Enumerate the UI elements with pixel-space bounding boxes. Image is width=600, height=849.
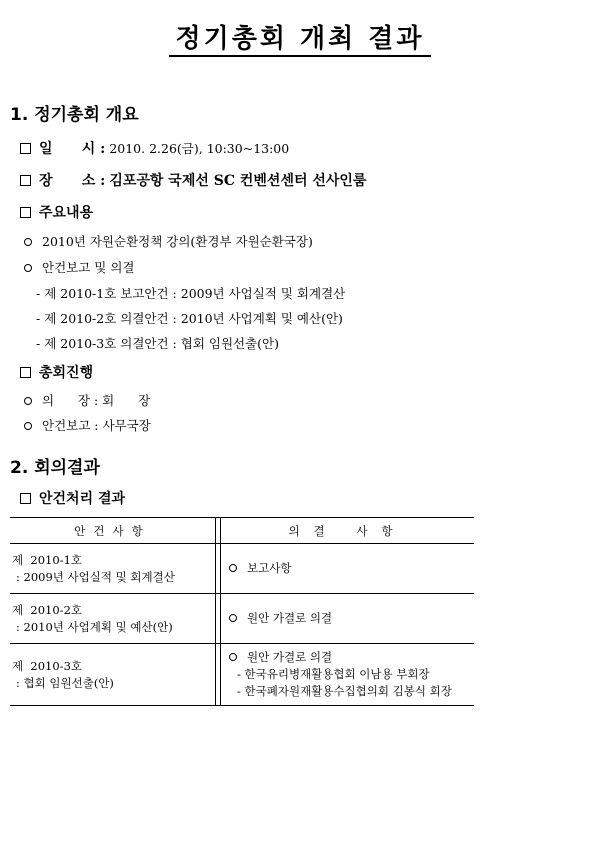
table-row [10,544,474,594]
date-value: 2010. 2.26(금), 10:30~13:00 [109,141,290,156]
place-row [20,170,366,190]
table-row [10,644,474,706]
date-row [20,138,289,158]
square-bullet-icon [20,367,31,378]
circle-bullet-icon [24,422,32,430]
circle-bullet-icon [24,238,32,246]
square-bullet-icon [20,143,31,154]
table-header-row [10,518,474,544]
agenda-result-label: 안건처리 결과 [39,491,126,507]
agenda-item: - 제 2010-3호 의결안건 : 협회 임원선출(안) [36,336,279,351]
main-content-label: 주요내용 [39,205,94,221]
document-title: 정기총회 개최 결과 [0,18,600,55]
decision-cell: 원안 가결로 의결 - 한국유리병재활용협회 이남용 부회장 - 한국폐자원재활용수집협의회 김봉식 회장 [221,644,475,706]
agenda-cell: 제 2010-2호 : 2010년 사업계획 및 예산(안) [10,594,216,644]
agenda-item: - 제 2010-1호 보고안건 : 2009년 사업실적 및 회계결산 [36,286,346,301]
agenda-cell: 제 2010-1호 : 2009년 사업실적 및 회계결산 [10,544,216,594]
header-decision: 의결 사항 [221,518,475,544]
square-bullet-icon [20,175,31,186]
section1-heading: 1. 정기총회 개요 [10,105,139,125]
list-item: 의 장 : 회 장 [24,391,150,409]
agenda-result-label-row [20,488,125,508]
header-agenda: 안건사항 [10,518,216,544]
progress-label-row [20,362,93,382]
table-row [10,594,474,644]
section2-heading: 2. 회의결과 [10,458,100,478]
place-label: 장 소 : [39,173,106,189]
results-table [10,517,474,706]
agenda-item: - 제 2010-2호 의결안건 : 2010년 사업계획 및 예산(안) [36,311,343,326]
decision-cell: 원안 가결로 의결 [221,594,475,644]
circle-bullet-icon [229,564,237,572]
list-item: 2010년 자원순환정책 강의(환경부 자원순환국장) [24,232,313,250]
circle-bullet-icon [24,397,32,405]
square-bullet-icon [20,493,31,504]
list-item: 안건보고 : 사무국장 [24,416,151,434]
decision-sub-item: - 한국유리병재활용협회 이남용 부회장 [237,667,430,681]
list-item: 안건보고 및 의결 [24,258,134,276]
agenda-cell: 제 2010-3호 : 협회 임원선출(안) [10,644,216,706]
place-value: 김포공항 국제선 SC 컨벤션센터 선사인룸 [109,173,367,189]
square-bullet-icon [20,207,31,218]
decision-sub-item: - 한국폐자원재활용수집협의회 김봉식 회장 [237,684,452,698]
decision-cell: 보고사항 [221,544,475,594]
circle-bullet-icon [229,614,237,622]
circle-bullet-icon [24,264,32,272]
circle-bullet-icon [229,653,237,661]
progress-label: 총회진행 [39,365,94,381]
main-content-label-row [20,202,93,222]
date-label: 일 시 : [39,141,106,157]
